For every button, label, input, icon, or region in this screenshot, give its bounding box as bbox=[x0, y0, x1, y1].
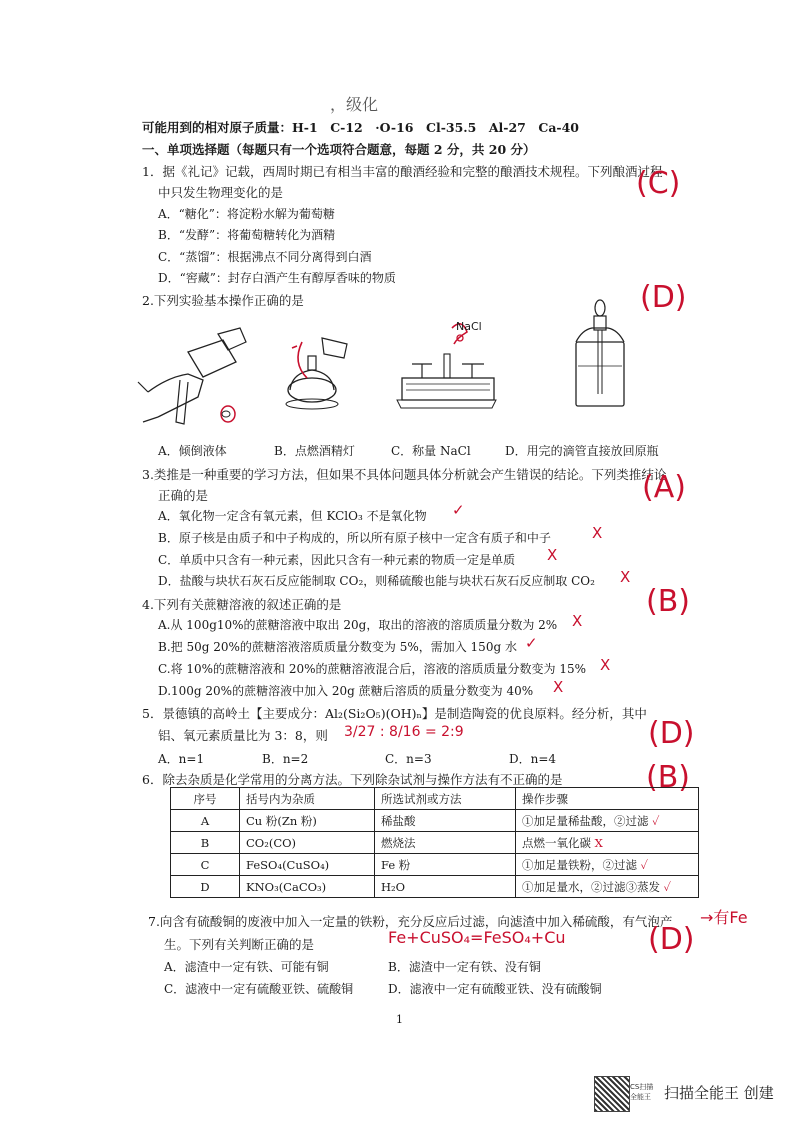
table-cell: 稀盐酸 bbox=[375, 810, 516, 832]
figure-alcohol-lamp bbox=[272, 328, 352, 412]
q3-option-c: C．单质中只含有一种元素，因此只含有一种元素的物质一定是单质 bbox=[158, 553, 516, 567]
q5-option-a: A．n=1 bbox=[158, 752, 205, 766]
q7-answer: (D) bbox=[648, 922, 695, 957]
table-row bbox=[171, 876, 699, 898]
q7-arrow-note: →有Fe bbox=[700, 908, 748, 927]
q3-mark-a: ✓ bbox=[452, 501, 465, 519]
figure-balance bbox=[392, 318, 502, 414]
table-cell: D bbox=[171, 876, 240, 898]
q5-stem2: 铝、氧元素质量比为 3：8，则 bbox=[158, 728, 328, 743]
q1-option-c: C．“蒸馏”：根据沸点不同分离得到白酒 bbox=[158, 250, 372, 264]
q7-option-b: B．滤渣中一定有铁、没有铜 bbox=[388, 960, 541, 974]
q4-mark-a: X bbox=[572, 612, 583, 630]
table-header: 括号内为杂质 bbox=[240, 788, 375, 810]
q2-answer: (D) bbox=[640, 280, 687, 315]
q4-option-c: C.将 10%的蔗糖溶液和 20%的蔗糖溶液混合后，溶液的溶质质量分数变为 15% bbox=[158, 662, 587, 676]
table-row bbox=[171, 810, 699, 832]
q1-answer: (C) bbox=[636, 166, 681, 201]
q4-answer: (B) bbox=[646, 584, 690, 619]
scanner-watermark: 扫描全能王 创建 bbox=[664, 1084, 774, 1102]
q2-option-b: B．点燃酒精灯 bbox=[274, 444, 355, 458]
table-row bbox=[171, 854, 699, 876]
q3-mark-c: X bbox=[547, 546, 558, 564]
q4-option-a: A.从 100g10%的蔗糖溶液中取出 20g，取出的溶液的溶质质量分数为 2% bbox=[158, 618, 558, 632]
table-cell: FeSO₄(CuSO₄) bbox=[240, 854, 375, 876]
table-cell: H₂O bbox=[375, 876, 516, 898]
q7-stem: 7.向含有硫酸铜的废液中加入一定量的铁粉，充分反应后过滤，向滤渣中加入稀硫酸，有气泡产 bbox=[148, 914, 673, 929]
table-cell: C bbox=[171, 854, 240, 876]
table-header-row bbox=[171, 788, 699, 810]
q3-option-b: B．原子核是由质子和中子构成的，所以所有原子核中一定含有质子和中子 bbox=[158, 531, 551, 545]
qr-code-icon bbox=[594, 1076, 630, 1112]
title-fragment: ，级化 bbox=[330, 95, 379, 114]
table-cell-text: 点燃一氧化碳 bbox=[522, 835, 591, 850]
q5-answer: (D) bbox=[648, 716, 695, 751]
q7-option-c: C．滤液中一定有硫酸亚铁、硫酸铜 bbox=[164, 982, 354, 996]
q7-option-a: A．滤渣中一定有铁、可能有铜 bbox=[164, 960, 329, 974]
table-cell bbox=[516, 832, 699, 854]
q3-option-a: A．氧化物一定含有氧元素，但 KClO₃ 不是氧化物 bbox=[158, 509, 427, 523]
q2-option-c: C．称量 NaCl bbox=[391, 444, 471, 458]
atomic-masses: 可能用到的相对原子质量：H-1 C-12 ·O-16 Cl-35.5 Al-27 Ca-40 bbox=[142, 120, 580, 135]
table-cell bbox=[516, 876, 699, 898]
q3-answer: (A) bbox=[642, 470, 686, 505]
q4-option-d: D.100g 20%的蔗糖溶液中加入 20g 蔗糖后溶质的质量分数变为 40% bbox=[158, 684, 534, 698]
table-cell-text: ①加足量稀盐酸，②过滤 bbox=[522, 813, 649, 828]
q4-mark-d: X bbox=[553, 678, 564, 696]
scanner-logo: CS扫描全能王 bbox=[630, 1083, 654, 1101]
table-header: 操作步骤 bbox=[516, 788, 699, 810]
section-heading: 一、单项选择题（每题只有一个选项符合题意，每题 2 分，共 20 分） bbox=[142, 142, 536, 157]
table-row bbox=[171, 832, 699, 854]
table-cell-text: ①加足量铁粉，②过滤 bbox=[522, 857, 637, 872]
q1-option-b: B．“发酵”：将葡萄糖转化为酒精 bbox=[158, 228, 336, 242]
q2-stem: 2.下列实验基本操作正确的是 bbox=[142, 293, 304, 308]
row-a-mark: ✓ bbox=[652, 813, 660, 828]
row-b-mark: X bbox=[594, 835, 603, 850]
page-number: 1 bbox=[396, 1013, 403, 1026]
row-d-mark: ✓ bbox=[663, 879, 672, 894]
table-cell-text: ①加足量水，②过滤③蒸发 bbox=[522, 879, 660, 894]
table-cell: A bbox=[171, 810, 240, 832]
q4-stem: 4.下列有关蔗糖溶液的叙述正确的是 bbox=[142, 597, 342, 612]
table-cell: Cu 粉(Zn 粉) bbox=[240, 810, 375, 832]
q4-mark-c: X bbox=[600, 656, 611, 674]
q6-stem: 6．除去杂质是化学常用的分离方法。下列除杂试剂与操作方法有不正确的是 bbox=[142, 772, 563, 787]
q3-stem: 3.类推是一种重要的学习方法，但如果不具体问题具体分析就会产生错误的结论。下列类推结论 bbox=[142, 467, 667, 482]
q5-option-d: D．n=4 bbox=[509, 752, 557, 766]
q3-mark-d: X bbox=[620, 568, 631, 586]
impurity-table bbox=[170, 787, 699, 898]
table-cell: Fe 粉 bbox=[375, 854, 516, 876]
nacl-label: NaCl bbox=[456, 320, 482, 333]
table-cell: 燃烧法 bbox=[375, 832, 516, 854]
q1-stem2: 中只发生物理变化的是 bbox=[158, 185, 284, 200]
figure-dropper-bottle bbox=[572, 296, 628, 410]
q2-option-d: D．用完的滴管直接放回原瓶 bbox=[505, 444, 659, 458]
q7-option-d: D．滤液中一定有硫酸亚铁、没有硫酸铜 bbox=[388, 982, 602, 996]
table-header: 所选试剂或方法 bbox=[375, 788, 516, 810]
q5-work: 3/27 : 8/16 = 2:9 bbox=[344, 724, 464, 740]
q3-mark-b: X bbox=[592, 524, 603, 542]
q2-option-a: A．倾倒液体 bbox=[158, 444, 227, 458]
q1-stem: 1．据《礼记》记载，西周时期已有相当丰富的酿酒经验和完整的酿酒技术规程。下列酿酒过程 bbox=[142, 164, 663, 179]
q3-option-d: D．盐酸与块状石灰石反应能制取 CO₂，则稀硫酸也能与块状石灰石反应制取 CO₂ bbox=[158, 574, 595, 588]
q3-stem2: 正确的是 bbox=[158, 488, 209, 503]
table-cell: B bbox=[171, 832, 240, 854]
figure-pouring-liquid bbox=[128, 322, 258, 432]
table-cell: CO₂(CO) bbox=[240, 832, 375, 854]
q1-option-d: D．“窖藏”：封存白酒产生有醇厚香味的物质 bbox=[158, 271, 396, 285]
q5-stem: 5．景德镇的高岭土【主要成分：Al₂(Si₂O₅)(OH)ₙ】是制造陶瓷的优良原料。经分析，其中 bbox=[142, 706, 647, 721]
q4-option-b: B.把 50g 20%的蔗糖溶液溶质质量分数变为 5%，需加入 150g 水 bbox=[158, 640, 517, 654]
table-cell bbox=[516, 854, 699, 876]
q7-stem2: 生。下列有关判断正确的是 bbox=[164, 937, 315, 952]
q7-equation: Fe+CuSO₄=FeSO₄+Cu bbox=[388, 928, 566, 947]
table-cell bbox=[516, 810, 699, 832]
q6-answer: (B) bbox=[646, 760, 690, 795]
row-c-mark: ✓ bbox=[640, 857, 649, 872]
q1-option-a: A．“糖化”：将淀粉水解为葡萄糖 bbox=[158, 207, 335, 221]
q5-option-c: C．n=3 bbox=[385, 752, 432, 766]
q4-mark-b: ✓ bbox=[525, 634, 538, 652]
table-cell: KNO₃(CaCO₃) bbox=[240, 876, 375, 898]
q5-option-b: B．n=2 bbox=[262, 752, 309, 766]
table-header: 序号 bbox=[171, 788, 240, 810]
